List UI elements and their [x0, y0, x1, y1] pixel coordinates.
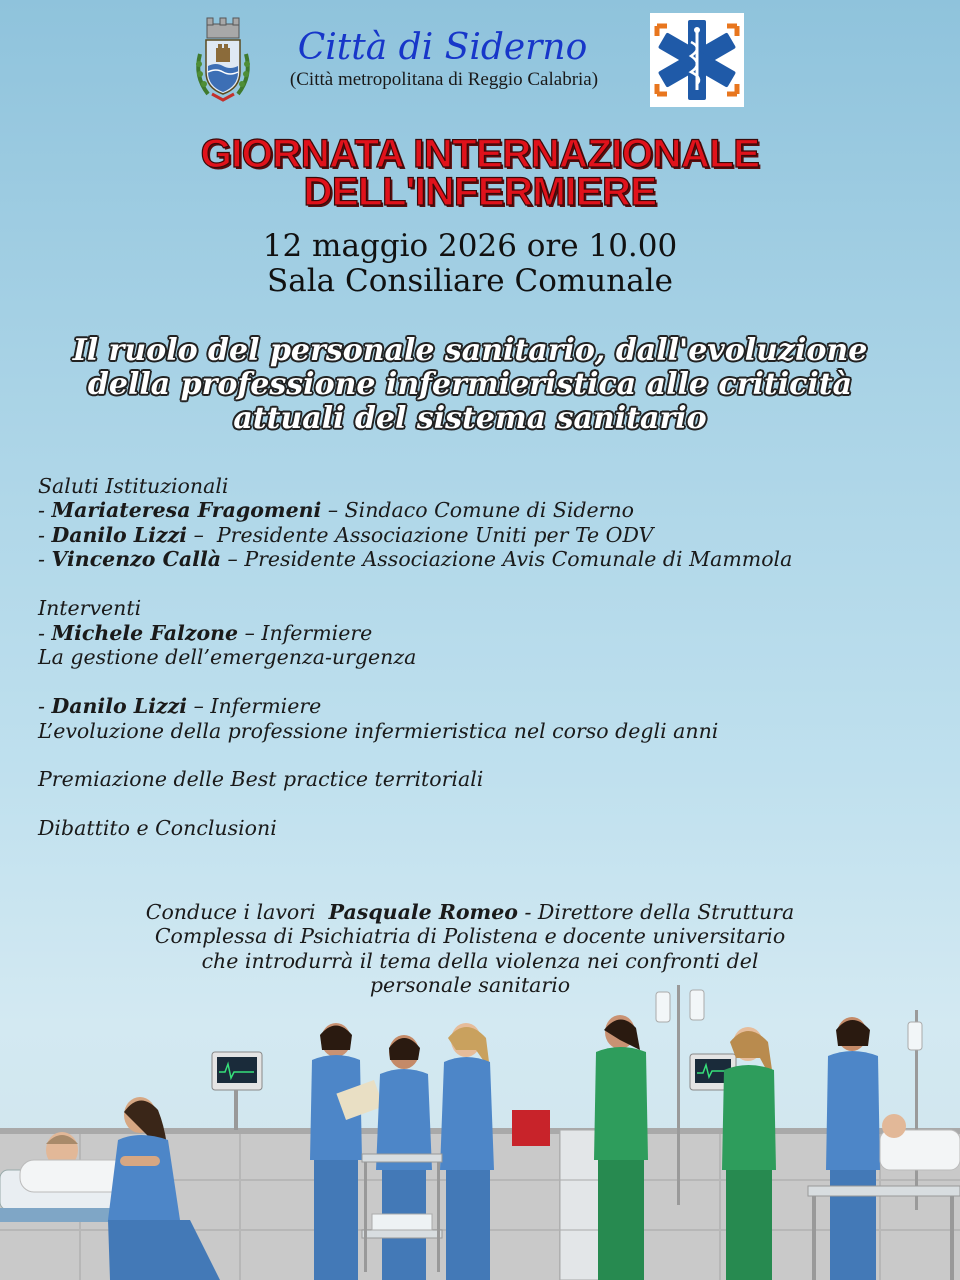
- speaker-role: Presidente Associazione Avis Comunale di Mammola: [244, 547, 793, 571]
- event-date-time: 12 maggio 2026 ore 10.00: [262, 228, 678, 264]
- award-item: Premiazione delle Best practice territoriali: [38, 767, 484, 791]
- speaker-name: Michele Falzone: [51, 621, 239, 645]
- greetings-heading: Saluti Istituzionali: [38, 474, 229, 498]
- talks-heading: Interventi: [38, 596, 142, 620]
- moderator-line-3: che introdurrà il tema della violenza nei confronti del: [201, 949, 759, 973]
- talk-topic: La gestione dell’emergenza-urgenza: [38, 645, 417, 669]
- city-name: Città di Siderno: [297, 27, 588, 68]
- moderator-role: - Direttore della Struttura: [524, 900, 795, 924]
- city-coat-of-arms-icon: [190, 14, 256, 102]
- theme-line-1: Il ruolo del personale sanitario, dall'evoluzione: [72, 333, 868, 368]
- theme-line-2: della professione infermieristica alle criticità: [87, 367, 853, 402]
- speaker-role: Sindaco Comune di Siderno: [344, 498, 635, 522]
- nurses-ward-illustration: [0, 980, 960, 1280]
- star-of-life-icon: [650, 13, 744, 107]
- speaker-name: Mariateresa Fragomeni: [51, 498, 322, 522]
- theme-line-3: attuali del sistema sanitario: [233, 401, 707, 436]
- speaker-role: Infermiere: [261, 621, 373, 645]
- greeting-item: - Vincenzo Callà – Presidente Associazione Avis Comunale di Mammola: [38, 547, 793, 571]
- talk-topic: L’evoluzione della professione infermieristica nel corso degli anni: [38, 719, 719, 743]
- event-venue: Sala Consiliare Comunale: [267, 263, 673, 299]
- speaker-name: Danilo Lizzi: [51, 694, 188, 718]
- speaker-role: Infermiere: [210, 694, 322, 718]
- speaker-name: Danilo Lizzi: [51, 523, 188, 547]
- main-title-line-1: GIORNATA INTERNAZIONALE: [200, 132, 760, 176]
- speaker-name: Vincenzo Callà: [51, 547, 222, 571]
- greeting-item: - Danilo Lizzi – Presidente Associazione Uniti per Te ODV: [38, 523, 654, 547]
- greeting-item: - Mariateresa Fragomeni – Sindaco Comune di Siderno: [38, 498, 635, 522]
- monitor-icon: [212, 1052, 262, 1130]
- speaker-role: Presidente Associazione Uniti per Te ODV: [216, 523, 654, 547]
- moderator-line-1: [0, 900, 940, 925]
- moderator-line-2: Complessa di Psichiatria di Polistena e docente universitario: [154, 924, 786, 948]
- city-subtitle: (Città metropolitana di Reggio Calabria): [289, 69, 599, 90]
- moderator-name: Pasquale Romeo: [328, 900, 518, 924]
- moderator-line-4: personale sanitario: [369, 973, 571, 997]
- closing-item: Dibattito e Conclusioni: [38, 816, 277, 840]
- main-title-line-2: DELL'INFERMIERE: [303, 170, 657, 214]
- talk-item: - Michele Falzone – Infermiere: [38, 621, 373, 645]
- talk-item: - Danilo Lizzi – Infermiere: [38, 694, 322, 718]
- moderator-intro: Conduce i lavori: [145, 900, 316, 924]
